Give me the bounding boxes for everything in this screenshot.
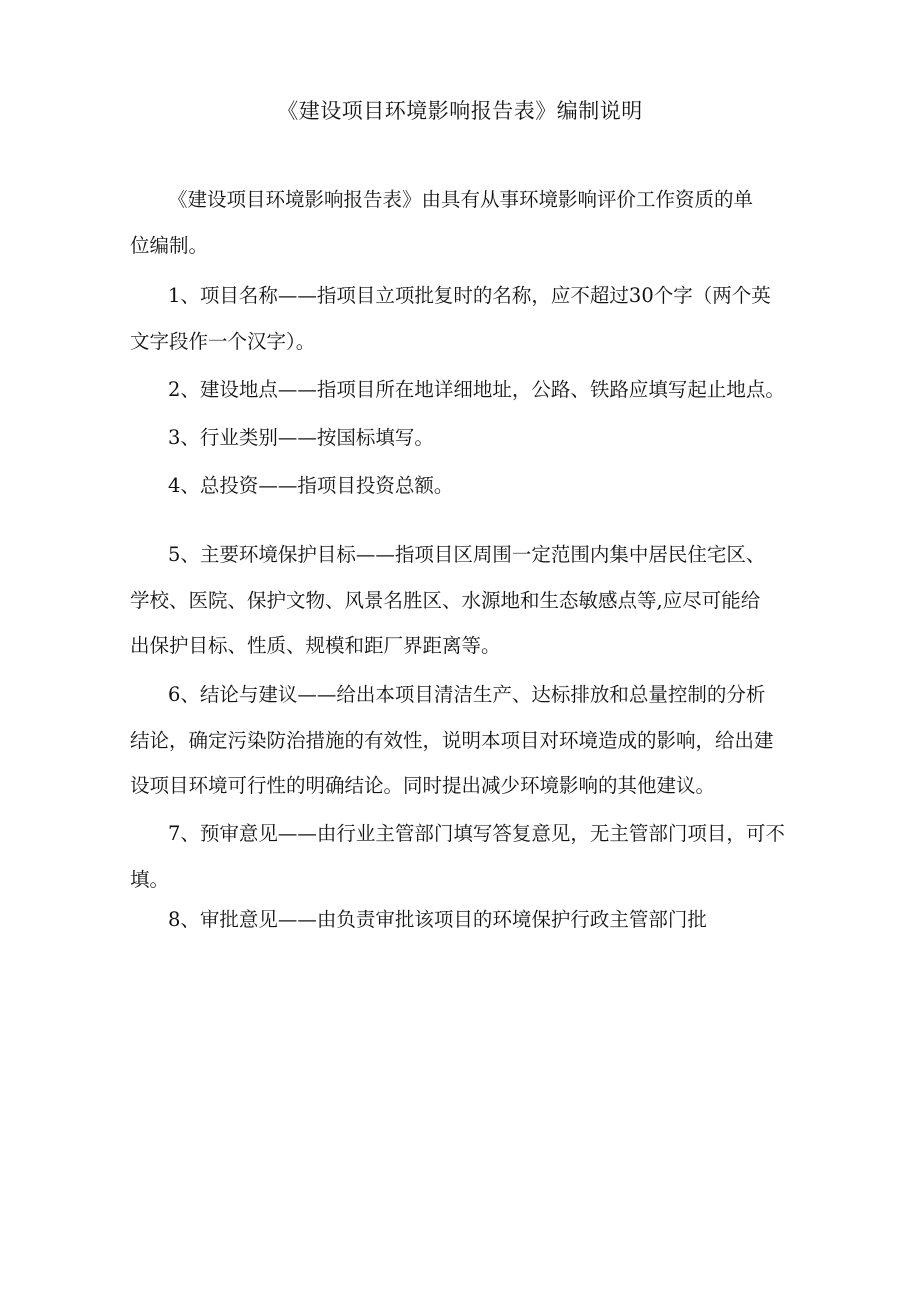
item-5-line-2: 学校、医院、保护文物、风景名胜区、水源地和生态敏感点等,应尽可能给 (130, 589, 761, 612)
item-5-line-3: 出保护目标、性质、规模和距厂界距离等。 (130, 634, 501, 657)
intro-line-1: 《建设项目环境影响报告表》由具有从事环境影响评价工作资质的单 (168, 188, 754, 211)
document-title: 《建设项目环境影响报告表》编制说明 (277, 99, 643, 123)
item-7-line-1: 7、预审意见——由行业主管部门填写答复意见，无主管部门项目，可不 (168, 822, 785, 845)
item-6-line-2: 结论，确定污染防治措施的有效性，说明本项目对环境造成的影响，给出建 (130, 729, 774, 752)
item-7-line-2: 填。 (130, 868, 170, 891)
item-6-line-3: 设项目环境可行性的明确结论。同时提出减少环境影响的其他建议。 (130, 774, 716, 797)
item-4-line-1: 4、总投资——指项目投资总额。 (168, 474, 454, 497)
item-5-line-1: 5、主要环境保护目标——指项目区周围一定范围内集中居民住宅区、 (168, 543, 766, 566)
item-2-line-1: 2、建设地点——指项目所在地详细地址，公路、铁路应填写起止地点。 (168, 378, 785, 401)
item-8-line-1: 8、审批意见——由负责审批该项目的环境保护行政主管部门批 (168, 908, 707, 931)
item-1-line-2: 文字段作一个汉字）。 (130, 330, 316, 353)
item-1-line-1: 1、项目名称——指项目立项批复时的名称，应不超过30个字（两个英 (168, 284, 771, 307)
item-6-line-1: 6、结论与建议——给出本项目清洁生产、达标排放和总量控制的分析 (168, 683, 766, 706)
item-3-line-1: 3、行业类别——按国标填写。 (168, 426, 434, 449)
intro-line-2: 位编制。 (130, 234, 209, 257)
